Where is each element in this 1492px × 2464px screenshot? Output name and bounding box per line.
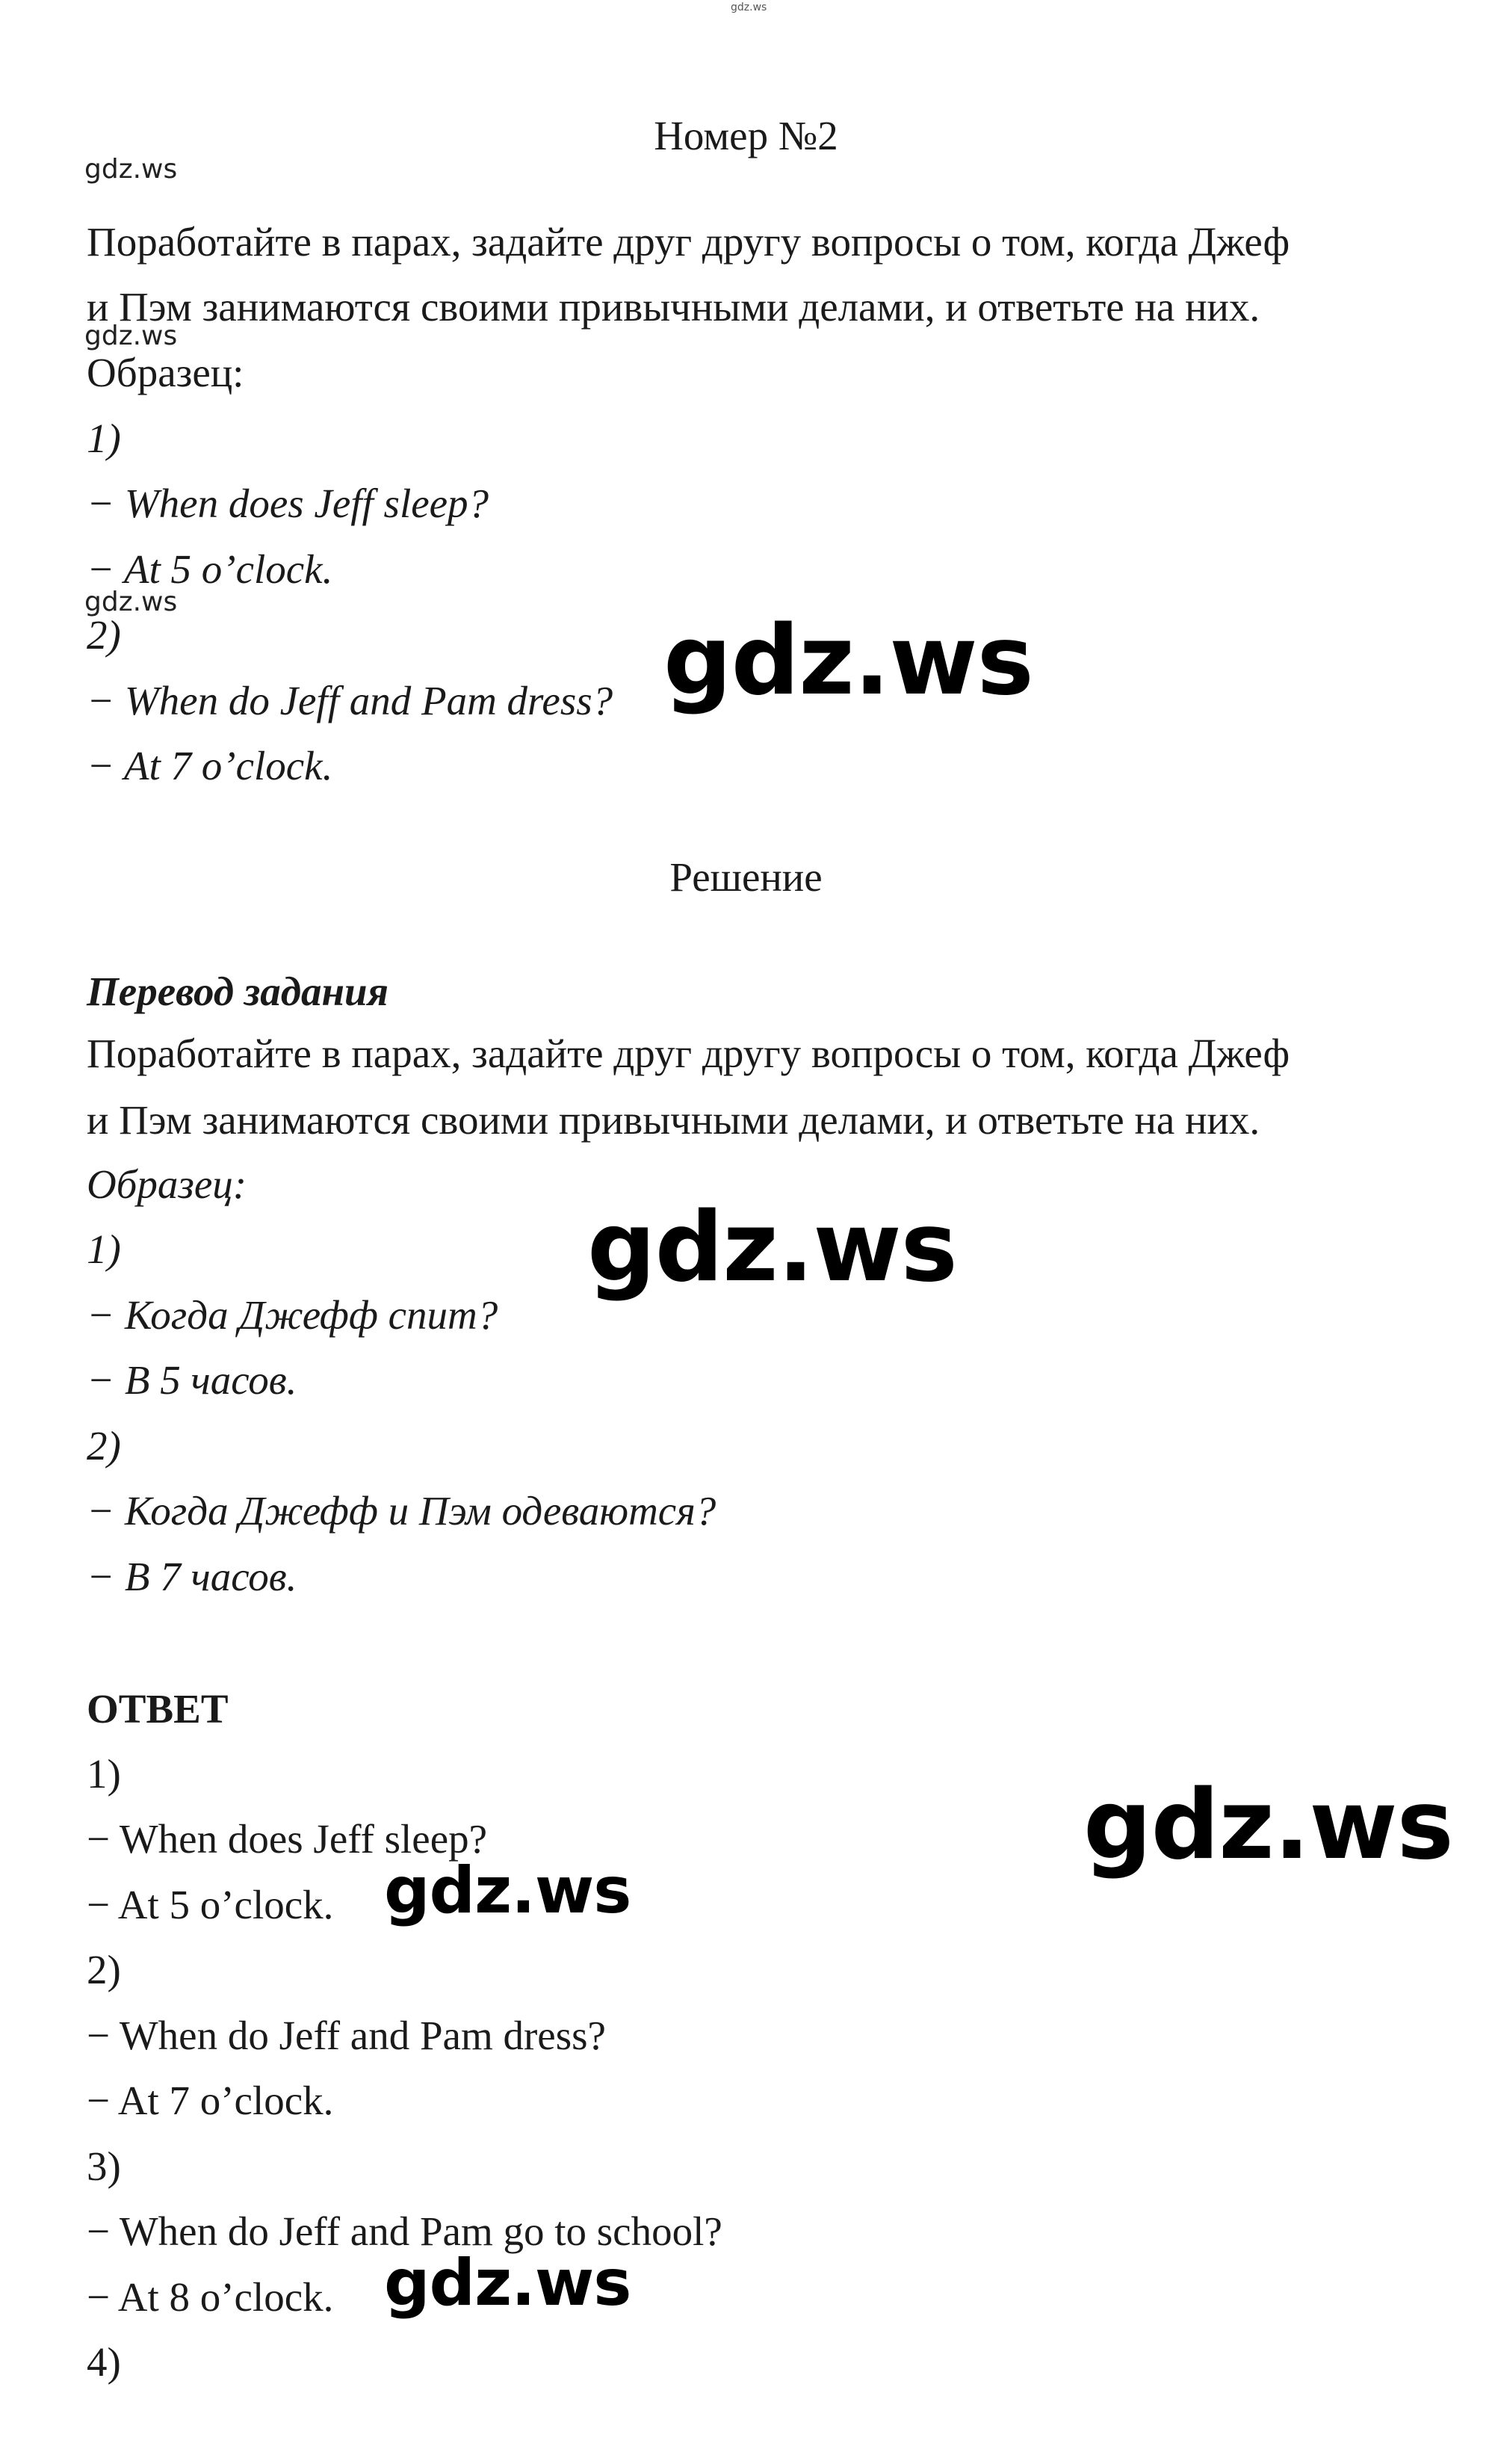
task-item-number: 2)	[87, 612, 121, 658]
answer-item-number: 1)	[87, 1751, 121, 1797]
task-text-line-1: Поработайте в парах, задайте друг другу вопросы о том, когда Джеф	[87, 219, 1290, 265]
watermark-big: gdz.ws	[663, 605, 1033, 717]
watermark-small: gdz.ws	[84, 587, 178, 617]
translation-text-line-1: Поработайте в парах, задайте друг другу вопросы о том, когда Джеф	[87, 1031, 1290, 1076]
answer-item-question: − When does Jeff sleep?	[87, 1816, 488, 1862]
translation-sample-label: Образец:	[87, 1161, 247, 1207]
answer-item-number: 3)	[87, 2143, 121, 2189]
translation-heading: Перевод задания	[87, 969, 389, 1014]
answer-item-question: − When do Jeff and Pam dress?	[87, 2013, 606, 2058]
translation-item-question: − Когда Джефф и Пэм одеваются?	[87, 1488, 716, 1534]
task-item-question: − When do Jeff and Pam dress?	[87, 678, 613, 723]
answer-heading: ОТВЕТ	[87, 1686, 229, 1732]
solution-title: Решение	[669, 854, 823, 900]
task-item-number: 1)	[87, 416, 121, 461]
translation-item-answer: − В 5 часов.	[87, 1357, 297, 1403]
translation-item-number: 2)	[87, 1423, 121, 1469]
watermark-big: gdz.ws	[1083, 1770, 1453, 1881]
translation-item-answer: − В 7 часов.	[87, 1554, 297, 1599]
answer-item-number: 4)	[87, 2339, 121, 2385]
task-sample-label: Образец:	[87, 350, 244, 395]
answer-item-question: − When do Jeff and Pam go to school?	[87, 2208, 722, 2254]
task-text-line-2: и Пэм занимаются своими привычными делами, и ответьте на них.	[87, 284, 1260, 330]
watermark-small: gdz.ws	[84, 154, 178, 185]
translation-item-number: 1)	[87, 1226, 121, 1272]
translation-item-question: − Когда Джефф спит?	[87, 1292, 498, 1338]
top-watermark: gdz.ws	[731, 1, 767, 13]
task-item-answer: − At 7 o’clock.	[87, 743, 333, 788]
watermark-medium: gdz.ws	[384, 1853, 631, 1928]
answer-item-number: 2)	[87, 1947, 121, 1992]
watermark-small: gdz.ws	[84, 321, 178, 351]
answer-item-answer: − At 5 o’clock.	[87, 1882, 334, 1927]
watermark-medium: gdz.ws	[384, 2246, 631, 2321]
translation-text-line-2: и Пэм занимаются своими привычными делами, и ответьте на них.	[87, 1097, 1260, 1143]
answer-item-answer: − At 8 o’clock.	[87, 2274, 334, 2320]
task-item-question: − When does Jeff sleep?	[87, 481, 489, 526]
watermark-big: gdz.ws	[587, 1192, 957, 1303]
answer-item-answer: − At 7 o’clock.	[87, 2078, 334, 2123]
page-title: Номер №2	[654, 113, 838, 158]
task-item-answer: − At 5 o’clock.	[87, 546, 333, 592]
